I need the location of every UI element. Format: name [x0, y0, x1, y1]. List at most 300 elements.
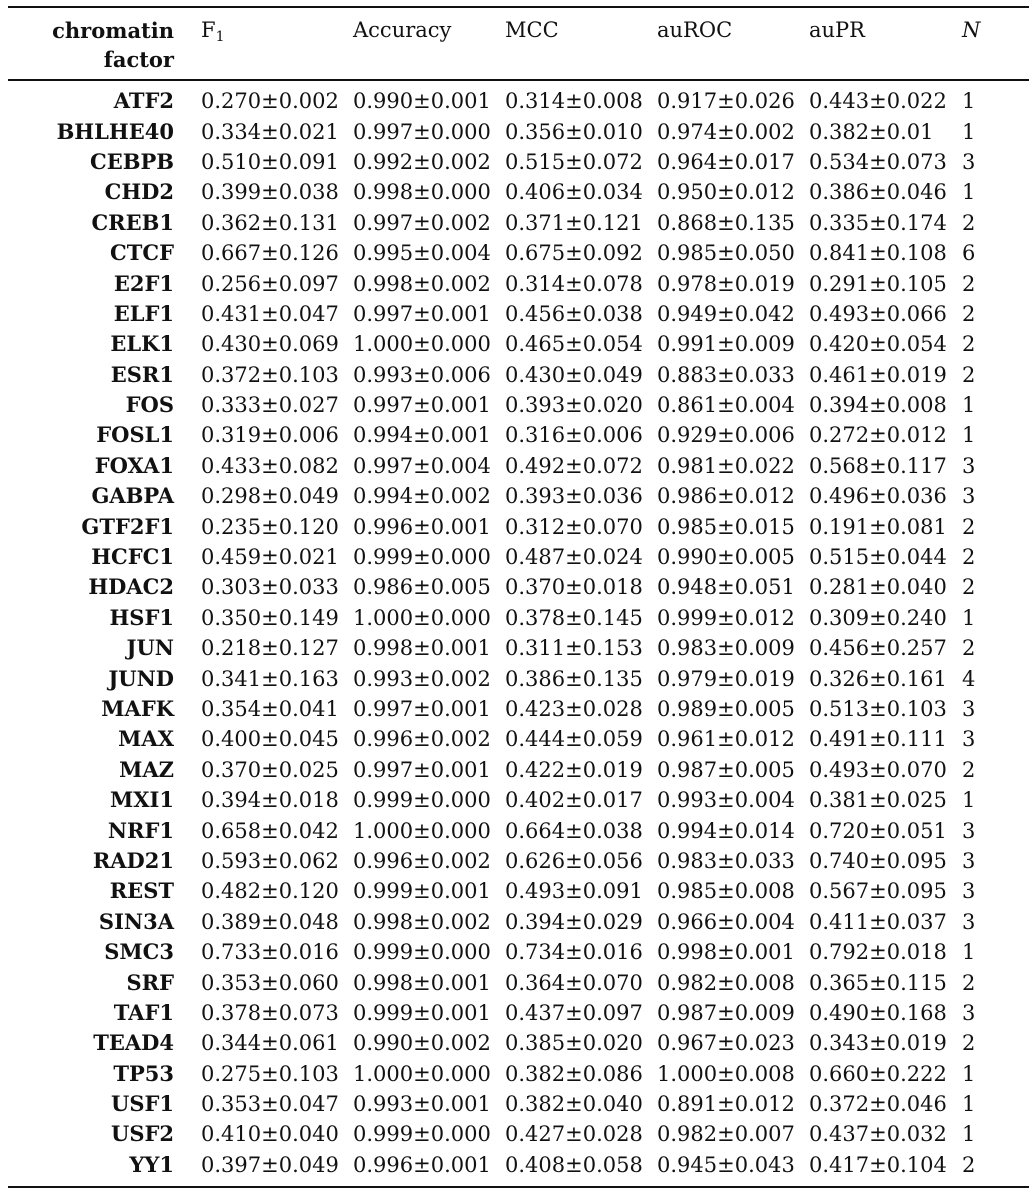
cell-chromatin-factor: ESR1 [110, 361, 174, 387]
table-row [0, 208, 1034, 238]
cell-f1: 0.394±0.018 [201, 788, 339, 813]
cell-mcc: 0.378±0.145 [505, 605, 643, 630]
cell-chromatin-factor: CEBPB [89, 148, 174, 174]
cell-accuracy: 0.996±0.001 [353, 1152, 491, 1177]
cell-chromatin-factor: YY1 [129, 1151, 174, 1177]
cell-auroc: 0.998±0.001 [657, 940, 795, 965]
cell-chromatin-factor: HCFC1 [91, 544, 174, 570]
cell-mcc: 0.408±0.058 [505, 1152, 643, 1177]
cell-n: 1 [962, 89, 976, 114]
cell-mcc: 0.664±0.038 [505, 818, 643, 843]
cell-aupr: 0.493±0.066 [809, 301, 947, 326]
cell-n: 2 [962, 1031, 976, 1056]
cell-chromatin-factor: FOSL1 [96, 422, 174, 448]
cell-mcc: 0.444±0.059 [505, 727, 643, 752]
cell-aupr: 0.365±0.115 [809, 970, 947, 995]
cell-f1: 0.344±0.061 [201, 1031, 339, 1056]
cell-chromatin-factor: JUND [108, 665, 174, 691]
cell-aupr: 0.515±0.044 [809, 545, 947, 570]
cell-mcc: 0.386±0.135 [505, 666, 643, 691]
cell-n: 2 [962, 210, 976, 235]
cell-auroc: 0.950±0.012 [657, 180, 795, 205]
cell-mcc: 0.427±0.028 [505, 1122, 643, 1147]
cell-mcc: 0.314±0.078 [505, 271, 643, 296]
table-row [0, 694, 1034, 724]
cell-f1: 0.370±0.025 [201, 757, 339, 782]
cell-auroc: 0.993±0.004 [657, 788, 795, 813]
table-row [0, 299, 1034, 329]
cell-n: 6 [962, 241, 976, 266]
cell-accuracy: 0.997±0.001 [353, 697, 491, 721]
cell-f1: 0.354±0.041 [201, 697, 339, 721]
header-factor-line1: chromatin [52, 18, 174, 43]
cell-n: 2 [962, 271, 976, 296]
cell-mcc: 0.385±0.020 [505, 1031, 643, 1056]
cell-n: 2 [962, 757, 976, 782]
cell-chromatin-factor: SMC3 [104, 939, 174, 965]
cell-aupr: 0.461±0.019 [809, 362, 947, 387]
cell-auroc: 0.991±0.009 [657, 332, 795, 357]
cell-auroc: 0.979±0.019 [657, 666, 795, 691]
cell-auroc: 0.983±0.033 [657, 848, 795, 873]
cell-mcc: 0.423±0.028 [505, 697, 643, 721]
cell-f1: 0.430±0.069 [201, 332, 339, 357]
cell-f1: 0.256±0.097 [201, 271, 339, 296]
cell-auroc: 0.985±0.008 [657, 879, 795, 904]
cell-auroc: 0.967±0.023 [657, 1031, 795, 1056]
table-header-rule [8, 79, 1029, 81]
cell-mcc: 0.370±0.018 [505, 575, 643, 600]
cell-accuracy: 0.998±0.001 [353, 970, 491, 995]
table-row [0, 937, 1034, 967]
cell-auroc: 0.948±0.051 [657, 575, 795, 600]
cell-accuracy: 0.990±0.001 [353, 89, 491, 114]
table-row [0, 572, 1034, 602]
cell-chromatin-factor: MAX [118, 726, 174, 752]
cell-auroc: 0.981±0.022 [657, 453, 795, 478]
cell-accuracy: 0.997±0.001 [353, 757, 491, 782]
cell-chromatin-factor: CTCF [110, 240, 174, 266]
cell-chromatin-factor: BHLHE40 [56, 118, 174, 144]
cell-mcc: 0.626±0.056 [505, 848, 643, 873]
cell-aupr: 0.841±0.108 [809, 241, 947, 266]
cell-auroc: 0.978±0.019 [657, 271, 795, 296]
table-row [0, 724, 1034, 754]
cell-f1: 0.298±0.049 [201, 484, 339, 509]
cell-chromatin-factor: E2F1 [113, 270, 174, 296]
cell-mcc: 0.456±0.038 [505, 301, 643, 326]
header-f1-base: F [201, 18, 216, 42]
cell-f1: 0.341±0.163 [201, 666, 339, 691]
cell-mcc: 0.487±0.024 [505, 545, 643, 570]
cell-mcc: 0.371±0.121 [505, 210, 643, 235]
cell-chromatin-factor: ATF2 [113, 88, 174, 114]
cell-f1: 0.410±0.040 [201, 1122, 339, 1147]
header-mcc: MCC [505, 18, 559, 42]
table-row [0, 420, 1034, 450]
cell-accuracy: 0.998±0.000 [353, 180, 491, 205]
cell-mcc: 0.311±0.153 [505, 636, 643, 661]
cell-chromatin-factor: CREB1 [91, 209, 174, 235]
table-row [0, 86, 1034, 116]
cell-accuracy: 1.000±0.000 [353, 605, 491, 630]
cell-accuracy: 0.999±0.000 [353, 1122, 491, 1147]
table-bottom-rule [8, 1186, 1029, 1188]
cell-f1: 0.353±0.060 [201, 970, 339, 995]
cell-chromatin-factor: USF2 [111, 1121, 174, 1147]
cell-f1: 0.459±0.021 [201, 545, 339, 570]
cell-f1: 0.399±0.038 [201, 180, 339, 205]
cell-aupr: 0.443±0.022 [809, 89, 947, 114]
cell-aupr: 0.420±0.054 [809, 332, 947, 357]
cell-f1: 0.431±0.047 [201, 301, 339, 326]
cell-f1: 0.362±0.131 [201, 210, 339, 235]
cell-mcc: 0.312±0.070 [505, 514, 643, 539]
cell-aupr: 0.490±0.168 [809, 1000, 947, 1025]
cell-n: 3 [962, 1000, 976, 1025]
cell-chromatin-factor: TP53 [113, 1060, 174, 1086]
cell-aupr: 0.343±0.019 [809, 1031, 947, 1056]
cell-n: 2 [962, 575, 976, 600]
cell-auroc: 0.983±0.009 [657, 636, 795, 661]
table-row [0, 360, 1034, 390]
table-row [0, 815, 1034, 845]
cell-aupr: 0.381±0.025 [809, 788, 947, 813]
cell-auroc: 0.949±0.042 [657, 301, 795, 326]
cell-mcc: 0.382±0.086 [505, 1061, 643, 1086]
cell-mcc: 0.492±0.072 [505, 453, 643, 478]
table-row [0, 998, 1034, 1028]
cell-aupr: 0.382±0.01 [809, 119, 934, 144]
table-row [0, 1028, 1034, 1058]
cell-mcc: 0.493±0.091 [505, 879, 643, 904]
cell-n: 2 [962, 332, 976, 357]
cell-mcc: 0.364±0.070 [505, 970, 643, 995]
cell-auroc: 0.990±0.005 [657, 545, 795, 570]
table-row [0, 785, 1034, 815]
cell-accuracy: 0.997±0.001 [353, 301, 491, 326]
cell-f1: 0.319±0.006 [201, 423, 339, 448]
cell-accuracy: 1.000±0.000 [353, 818, 491, 843]
table-row [0, 1059, 1034, 1089]
table-header [0, 16, 1034, 74]
cell-aupr: 0.291±0.105 [809, 271, 947, 296]
cell-f1: 0.378±0.073 [201, 1000, 339, 1025]
header-f1-subscript: 1 [215, 29, 225, 45]
cell-chromatin-factor: SIN3A [98, 908, 174, 934]
cell-n: 2 [962, 301, 976, 326]
table-row [0, 511, 1034, 541]
table-row [0, 329, 1034, 359]
cell-aupr: 0.660±0.222 [809, 1061, 947, 1086]
table-row [0, 1150, 1034, 1180]
header-chromatin-factor [20, 16, 174, 74]
cell-mcc: 0.314±0.008 [505, 89, 643, 114]
cell-mcc: 0.734±0.016 [505, 940, 643, 965]
cell-accuracy: 1.000±0.000 [353, 1061, 491, 1086]
cell-n: 1 [962, 1122, 976, 1147]
header-n: N [962, 18, 981, 42]
cell-n: 2 [962, 362, 976, 387]
cell-auroc: 0.966±0.004 [657, 909, 795, 934]
cell-aupr: 0.372±0.046 [809, 1092, 947, 1117]
header-accuracy: Accuracy [353, 18, 452, 42]
cell-mcc: 0.406±0.034 [505, 180, 643, 205]
cell-f1: 0.389±0.048 [201, 909, 339, 934]
cell-chromatin-factor: REST [109, 878, 174, 904]
results-table-body [0, 86, 1034, 1180]
cell-f1: 0.275±0.103 [201, 1061, 339, 1086]
cell-f1: 0.510±0.091 [201, 149, 339, 174]
cell-f1: 0.433±0.082 [201, 453, 339, 478]
cell-aupr: 0.493±0.070 [809, 757, 947, 782]
cell-aupr: 0.792±0.018 [809, 940, 947, 965]
cell-f1: 0.667±0.126 [201, 241, 339, 266]
cell-n: 1 [962, 940, 976, 965]
cell-accuracy: 0.997±0.004 [353, 453, 491, 478]
cell-f1: 0.372±0.103 [201, 362, 339, 387]
table-row [0, 268, 1034, 298]
cell-f1: 0.400±0.045 [201, 727, 339, 752]
cell-aupr: 0.326±0.161 [809, 666, 947, 691]
cell-accuracy: 0.998±0.002 [353, 271, 491, 296]
cell-chromatin-factor: GABPA [91, 483, 174, 509]
cell-aupr: 0.513±0.103 [809, 697, 947, 721]
cell-n: 1 [962, 180, 976, 205]
header-f1 [201, 16, 225, 45]
cell-n: 3 [962, 879, 976, 904]
cell-accuracy: 0.996±0.002 [353, 848, 491, 873]
cell-chromatin-factor: FOS [125, 392, 174, 418]
cell-n: 1 [962, 788, 976, 813]
cell-accuracy: 0.998±0.002 [353, 909, 491, 934]
cell-chromatin-factor: MAFK [101, 696, 174, 721]
cell-accuracy: 0.995±0.004 [353, 241, 491, 266]
cell-auroc: 0.961±0.012 [657, 727, 795, 752]
cell-mcc: 0.675±0.092 [505, 241, 643, 266]
cell-auroc: 0.989±0.005 [657, 697, 795, 721]
cell-aupr: 0.720±0.051 [809, 818, 947, 843]
cell-auroc: 0.929±0.006 [657, 423, 795, 448]
header-aupr: auPR [809, 18, 865, 42]
cell-auroc: 0.974±0.002 [657, 119, 795, 144]
cell-accuracy: 0.990±0.002 [353, 1031, 491, 1056]
cell-n: 2 [962, 545, 976, 570]
cell-f1: 0.658±0.042 [201, 818, 339, 843]
cell-chromatin-factor: USF1 [111, 1091, 174, 1117]
cell-auroc: 0.987±0.005 [657, 757, 795, 782]
table-row [0, 876, 1034, 906]
cell-accuracy: 0.999±0.000 [353, 545, 491, 570]
cell-n: 2 [962, 970, 976, 995]
cell-auroc: 0.964±0.017 [657, 149, 795, 174]
cell-accuracy: 1.000±0.000 [353, 332, 491, 357]
cell-auroc: 0.994±0.014 [657, 818, 795, 843]
cell-mcc: 0.465±0.054 [505, 332, 643, 357]
cell-chromatin-factor: CHD2 [104, 179, 174, 205]
cell-f1: 0.350±0.149 [201, 605, 339, 630]
cell-aupr: 0.740±0.095 [809, 848, 947, 873]
cell-n: 3 [962, 818, 976, 843]
table-row [0, 1089, 1034, 1119]
cell-chromatin-factor: HSF1 [109, 604, 174, 630]
cell-n: 2 [962, 1152, 976, 1177]
cell-aupr: 0.491±0.111 [809, 727, 947, 752]
table-top-rule [8, 6, 1029, 8]
cell-chromatin-factor: GTF2F1 [81, 513, 174, 539]
cell-accuracy: 0.999±0.000 [353, 940, 491, 965]
cell-n: 1 [962, 119, 976, 144]
header-auroc: auROC [657, 18, 733, 42]
cell-n: 1 [962, 1061, 976, 1086]
cell-auroc: 0.861±0.004 [657, 393, 795, 418]
cell-f1: 0.334±0.021 [201, 119, 339, 144]
cell-auroc: 0.982±0.007 [657, 1122, 795, 1147]
cell-n: 2 [962, 636, 976, 661]
cell-aupr: 0.568±0.117 [809, 453, 947, 478]
cell-f1: 0.482±0.120 [201, 879, 339, 904]
cell-n: 2 [962, 514, 976, 539]
cell-chromatin-factor: SRF [126, 969, 174, 995]
cell-chromatin-factor: ELK1 [110, 331, 174, 357]
cell-chromatin-factor: FOXA1 [94, 452, 174, 478]
cell-auroc: 0.868±0.135 [657, 210, 795, 235]
cell-auroc: 0.999±0.012 [657, 605, 795, 630]
cell-auroc: 0.883±0.033 [657, 362, 795, 387]
cell-accuracy: 0.993±0.002 [353, 666, 491, 691]
cell-f1: 0.593±0.062 [201, 848, 339, 873]
cell-aupr: 0.335±0.174 [809, 210, 947, 235]
header-factor-line2: factor [103, 47, 174, 72]
cell-accuracy: 0.997±0.001 [353, 393, 491, 418]
cell-accuracy: 0.994±0.001 [353, 423, 491, 448]
results-table [0, 86, 1034, 1180]
cell-n: 3 [962, 697, 976, 721]
cell-mcc: 0.430±0.049 [505, 362, 643, 387]
cell-n: 1 [962, 393, 976, 418]
cell-accuracy: 0.999±0.001 [353, 879, 491, 904]
cell-n: 3 [962, 453, 976, 478]
cell-accuracy: 0.998±0.001 [353, 636, 491, 661]
cell-n: 1 [962, 1092, 976, 1117]
cell-auroc: 0.891±0.012 [657, 1092, 795, 1117]
cell-f1: 0.733±0.016 [201, 940, 339, 965]
cell-mcc: 0.316±0.006 [505, 423, 643, 448]
cell-n: 3 [962, 848, 976, 873]
cell-accuracy: 0.992±0.002 [353, 149, 491, 174]
cell-aupr: 0.272±0.012 [809, 423, 947, 448]
table-row [0, 177, 1034, 207]
cell-auroc: 0.985±0.015 [657, 514, 795, 539]
cell-aupr: 0.191±0.081 [809, 514, 947, 539]
cell-mcc: 0.393±0.036 [505, 484, 643, 509]
cell-mcc: 0.394±0.029 [505, 909, 643, 934]
cell-n: 3 [962, 727, 976, 752]
cell-mcc: 0.422±0.019 [505, 757, 643, 782]
cell-aupr: 0.417±0.104 [809, 1152, 947, 1177]
cell-chromatin-factor: JUN [126, 635, 174, 661]
cell-accuracy: 0.997±0.000 [353, 119, 491, 144]
cell-aupr: 0.386±0.046 [809, 180, 947, 205]
cell-aupr: 0.567±0.095 [809, 879, 947, 904]
cell-auroc: 0.985±0.050 [657, 241, 795, 266]
table-row [0, 967, 1034, 997]
cell-chromatin-factor: HDAC2 [88, 574, 174, 600]
table-row [0, 238, 1034, 268]
cell-chromatin-factor: NRF1 [107, 817, 174, 843]
cell-f1: 0.303±0.033 [201, 575, 339, 600]
cell-n: 3 [962, 484, 976, 509]
table-row [0, 390, 1034, 420]
cell-aupr: 0.456±0.257 [809, 636, 947, 661]
cell-chromatin-factor: ELF1 [113, 300, 174, 326]
cell-mcc: 0.402±0.017 [505, 788, 643, 813]
cell-n: 3 [962, 909, 976, 934]
cell-n: 1 [962, 605, 976, 630]
cell-f1: 0.270±0.002 [201, 89, 339, 114]
cell-chromatin-factor: TAF1 [113, 999, 174, 1025]
cell-auroc: 0.982±0.008 [657, 970, 795, 995]
cell-aupr: 0.534±0.073 [809, 149, 947, 174]
cell-f1: 0.353±0.047 [201, 1092, 339, 1117]
cell-aupr: 0.496±0.036 [809, 484, 947, 509]
cell-f1: 0.235±0.120 [201, 514, 339, 539]
cell-mcc: 0.393±0.020 [505, 393, 643, 418]
cell-auroc: 1.000±0.008 [657, 1061, 795, 1086]
cell-auroc: 0.986±0.012 [657, 484, 795, 509]
cell-mcc: 0.515±0.072 [505, 149, 643, 174]
cell-accuracy: 0.994±0.002 [353, 484, 491, 509]
cell-aupr: 0.437±0.032 [809, 1122, 947, 1147]
cell-f1: 0.333±0.027 [201, 393, 339, 418]
cell-chromatin-factor: RAD21 [92, 847, 174, 873]
table-row [0, 451, 1034, 481]
cell-chromatin-factor: MXI1 [110, 787, 174, 813]
cell-accuracy: 0.996±0.001 [353, 514, 491, 539]
cell-mcc: 0.437±0.097 [505, 1000, 643, 1025]
cell-accuracy: 0.997±0.002 [353, 210, 491, 235]
table-row [0, 542, 1034, 572]
cell-n: 3 [962, 149, 976, 174]
cell-n: 4 [962, 666, 976, 691]
cell-accuracy: 0.999±0.000 [353, 788, 491, 813]
cell-mcc: 0.382±0.040 [505, 1092, 643, 1117]
cell-f1: 0.397±0.049 [201, 1152, 339, 1177]
cell-aupr: 0.309±0.240 [809, 605, 947, 630]
table-row [0, 633, 1034, 663]
cell-mcc: 0.356±0.010 [505, 119, 643, 144]
cell-accuracy: 0.993±0.001 [353, 1092, 491, 1117]
table-row [0, 116, 1034, 146]
cell-f1: 0.218±0.127 [201, 636, 339, 661]
cell-auroc: 0.987±0.009 [657, 1000, 795, 1025]
table-row [0, 1119, 1034, 1149]
cell-accuracy: 0.996±0.002 [353, 727, 491, 752]
table-row [0, 846, 1034, 876]
table-row [0, 603, 1034, 633]
cell-chromatin-factor: TEAD4 [93, 1030, 174, 1056]
cell-accuracy: 0.993±0.006 [353, 362, 491, 387]
table-row [0, 147, 1034, 177]
cell-aupr: 0.411±0.037 [809, 909, 947, 934]
cell-auroc: 0.917±0.026 [657, 89, 795, 114]
cell-n: 1 [962, 423, 976, 448]
cell-accuracy: 0.999±0.001 [353, 1000, 491, 1025]
cell-accuracy: 0.986±0.005 [353, 575, 491, 600]
table-row [0, 755, 1034, 785]
table-row [0, 663, 1034, 693]
cell-aupr: 0.394±0.008 [809, 393, 947, 418]
